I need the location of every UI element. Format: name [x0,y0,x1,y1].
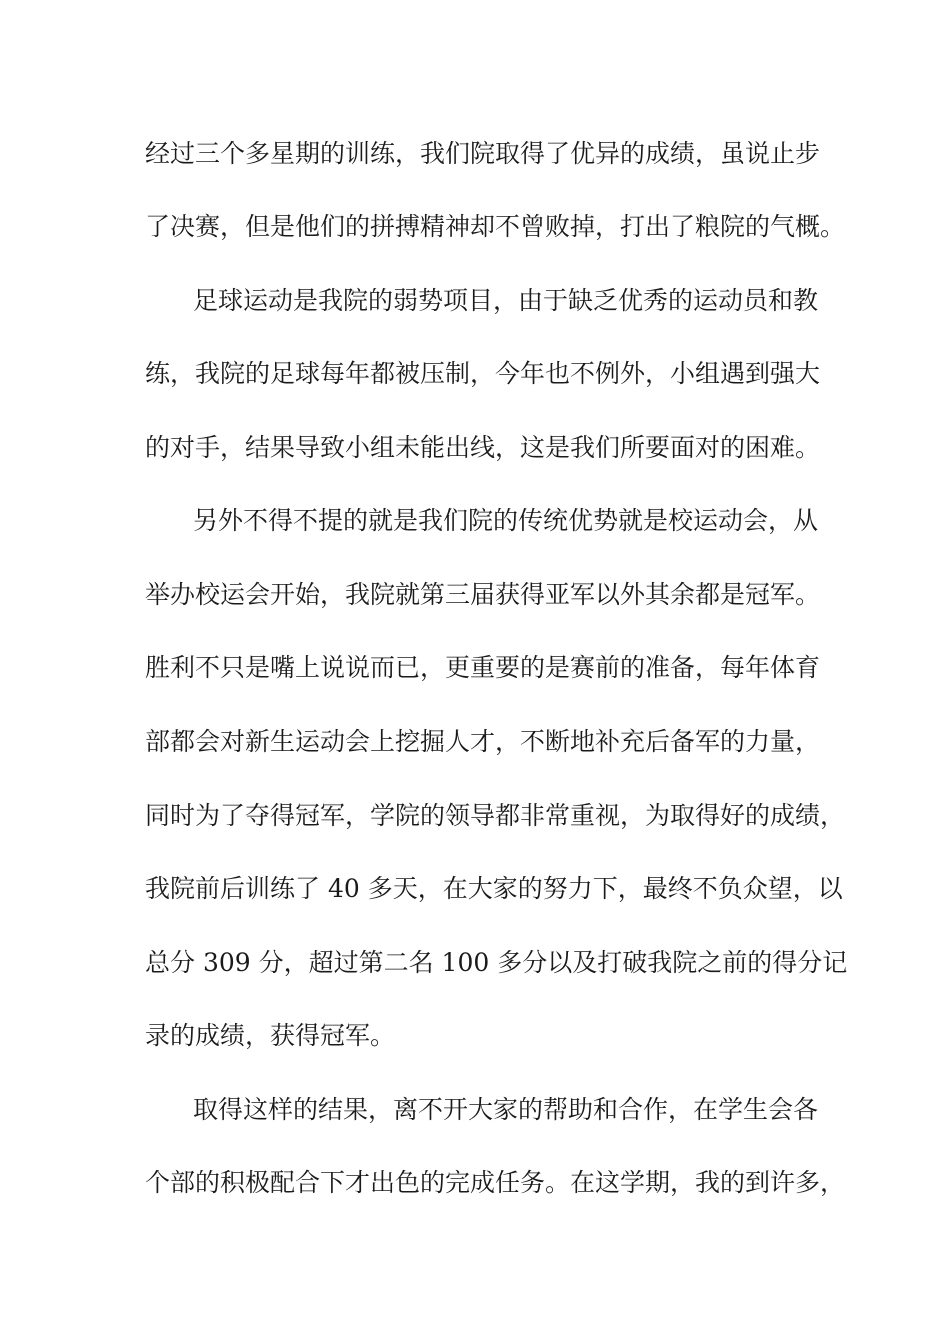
paragraph-start-line: 取得这样的结果，离不开大家的帮助和合作，在学生会各 [193,1095,819,1124]
text-line: 我院前后训练了 40 多天，在大家的努力下，最终不负众望，以 [145,874,843,903]
text-line: 录的成绩，获得冠军。 [145,1021,396,1050]
text-line: 经过三个多星期的训练，我们院取得了优异的成绩，虽说止步 [145,139,821,168]
text-line: 了决赛，但是他们的拼搏精神却不曾败掉，打出了粮院的气概。 [145,212,846,241]
text-line: 胜利不只是嘴上说说而已，更重要的是赛前的准备，每年体育 [145,653,821,682]
paragraph-start-line: 另外不得不提的就是我们院的传统优势就是校运动会，从 [193,506,819,535]
text-line: 部都会对新生运动会上挖掘人才，不断地补充后备军的力量， [145,727,821,756]
text-line: 举办校运会开始，我院就第三届获得亚军以外其余都是冠军。 [145,580,821,609]
text-line: 同时为了夺得冠军，学院的领导都非常重视，为取得好的成绩， [145,801,846,830]
text-line: 总分 309 分，超过第二名 100 多分以及打破我院之前的得分记 [145,948,848,977]
text-line: 练，我院的足球每年都被压制，今年也不例外，小组遇到强大 [145,359,821,388]
text-line: 个部的积极配合下才出色的完成任务。在这学期，我的到许多， [145,1168,846,1197]
text-line: 的对手，结果导致小组未能出线，这是我们所要面对的困难。 [145,433,821,462]
paragraph-start-line: 足球运动是我院的弱势项目，由于缺乏优秀的运动员和教 [193,286,819,315]
